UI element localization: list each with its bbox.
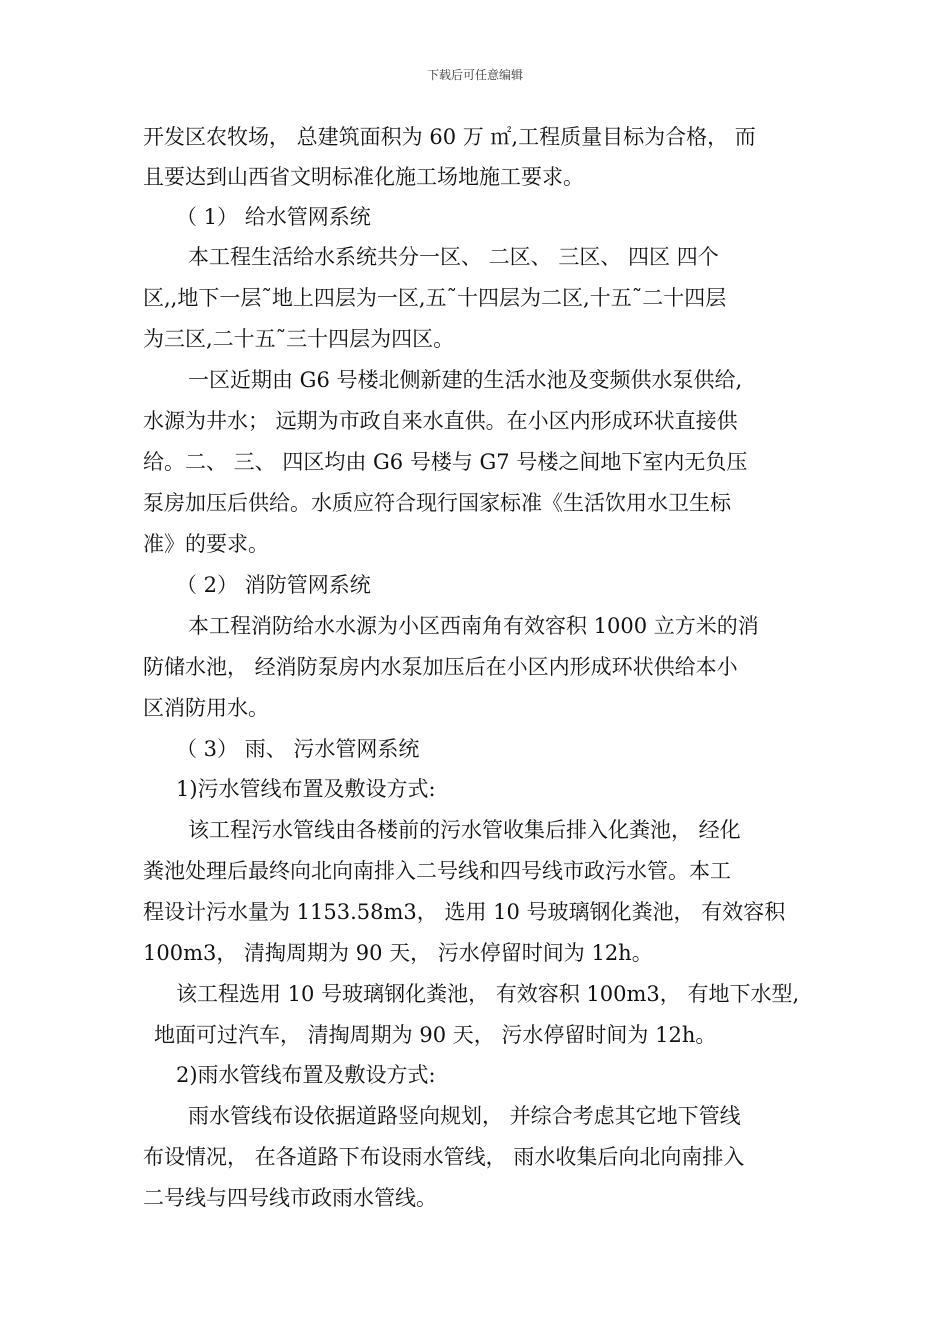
paragraph-line: 布设情况， 在各道路下布设雨水管线， 雨水收集后向北向南排入: [143, 1145, 745, 1169]
paragraph-line: 该工程污水管线由各楼前的污水管收集后排入化粪池， 经化: [188, 818, 741, 842]
paragraph-line: 二号线与四号线市政雨水管线。: [143, 1186, 437, 1210]
paragraph-line: 本工程生活给水系统共分一区、 二区、 三区、 四区 四个: [188, 245, 719, 269]
paragraph-line: 为三区,二十五˜三十四层为四区。: [143, 327, 455, 351]
paragraph-line: 粪池处理后最终向北向南排入二号线和四号线市政污水管。本工: [143, 859, 731, 883]
paragraph-line: 水源为井水； 远期为市政自来水直供。在小区内形成环状直接供: [143, 409, 738, 433]
page-header: 下载后可任意编辑: [426, 68, 523, 82]
section-heading: （ 2） 消防管网系统: [176, 573, 371, 597]
paragraph-line: 地面可过汽车， 清掏周期为 90 天， 污水停留时间为 12h。: [154, 1023, 717, 1047]
subsection-heading: 2)雨水管线布置及敷设方式:: [176, 1063, 436, 1087]
subsection-heading: 1)污水管线布置及敷设方式:: [176, 777, 436, 801]
paragraph-line: 泵房加压后供给。水质应符合现行国家标准《生活饮用水卫生标: [143, 491, 731, 515]
paragraph-line: 开发区农牧场， 总建筑面积为 60 万 ㎡,工程质量目标为合格， 而: [143, 125, 756, 149]
paragraph-line: 区,,地下一层˜地上四层为一区,五˜十四层为二区,十五˜二十四层: [143, 286, 727, 310]
paragraph-line: 准》的要求。: [143, 532, 269, 556]
paragraph-line: 程设计污水量为 1153.58m3， 选用 10 号玻璃钢化粪池， 有效容积: [143, 900, 786, 924]
section-heading: （ 3） 雨、 污水管网系统: [176, 737, 420, 761]
paragraph-line: 且要达到山西省文明标准化施工场地施工要求。: [143, 165, 584, 189]
paragraph-line: 一区近期由 G6 号楼北侧新建的生活水池及变频供水泵供给,: [188, 368, 743, 392]
paragraph-line: 雨水管线布设依据道路竖向规划， 并综合考虑其它地下管线: [188, 1104, 741, 1128]
paragraph-line: 该工程选用 10 号玻璃钢化粪池， 有效容积 100m3， 有地下水型,: [176, 982, 800, 1006]
section-heading: （ 1） 给水管网系统: [176, 205, 371, 229]
paragraph-line: 本工程消防给水水源为小区西南角有效容积 1000 立方米的消: [188, 614, 759, 638]
paragraph-line: 防储水池， 经消防泵房内水泵加压后在小区内形成环状供给本小: [143, 655, 738, 679]
paragraph-line: 区消防用水。: [143, 696, 269, 720]
paragraph-line: 给。二、 三、 四区均由 G6 号楼与 G7 号楼之间地下室内无负压: [143, 450, 748, 474]
paragraph-line: 100m3， 清掏周期为 90 天， 污水停留时间为 12h。: [143, 941, 653, 965]
